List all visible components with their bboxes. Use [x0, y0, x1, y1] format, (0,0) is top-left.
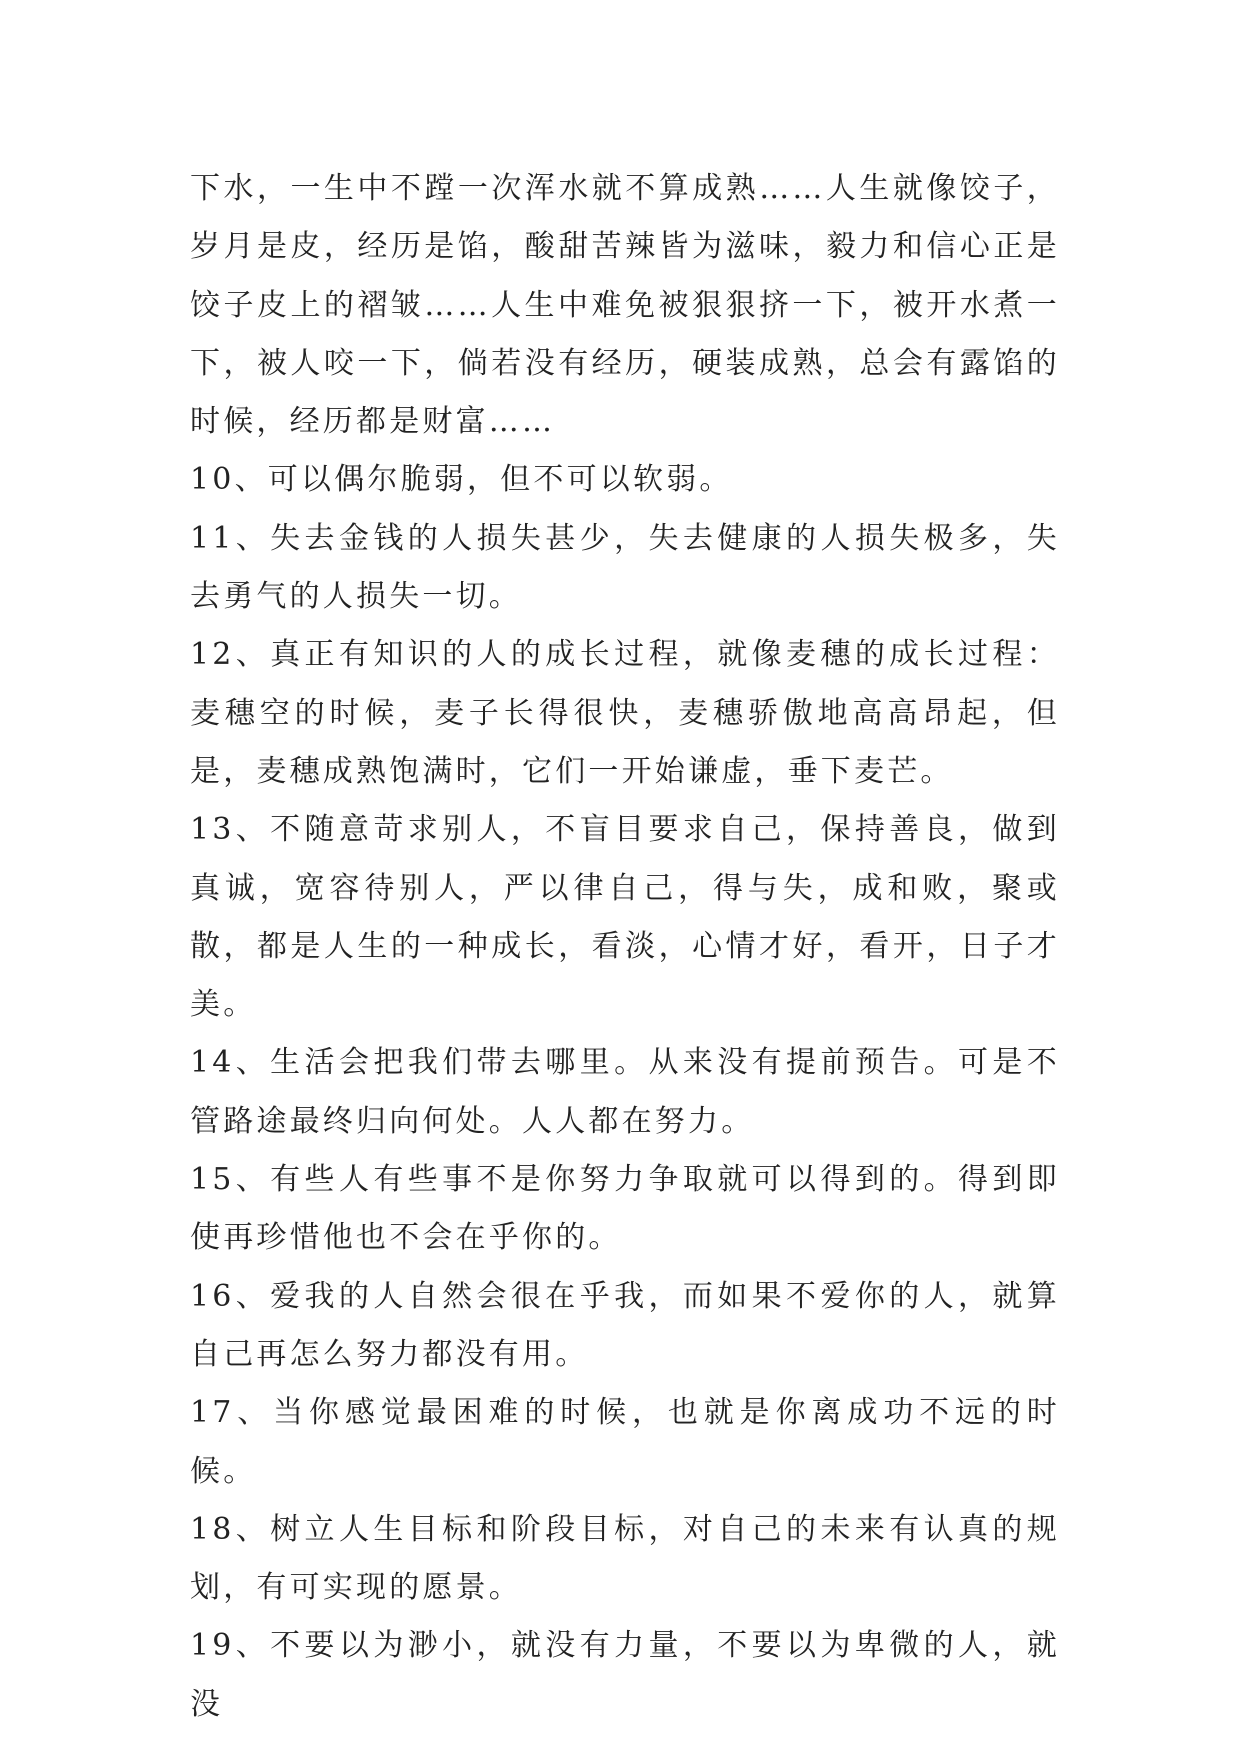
paragraph-item-12: 12、真正有知识的人的成长过程，就像麦穗的成长过程：麦穗空的时候，麦子长得很快，麦穗骄傲地高高昂起，但是，麦穗成熟饱满时，它们一开始谦虚，垂下麦芒。 [190, 637, 1060, 789]
paragraph-item-11: 11、失去金钱的人损失甚少，失去健康的人损失极多，失去勇气的人损失一切。 [190, 520, 1060, 615]
paragraph-item-19: 19、不要以为渺小，就没有力量，不要以为卑微的人，就没 [190, 1628, 1060, 1722]
paragraph-item-18: 18、树立人生目标和阶段目标，对自己的未来有认真的规划，有可实现的愿景。 [190, 1511, 1060, 1606]
paragraph-item-10: 10、可以偶尔脆弱，但不可以软弱。 [190, 462, 733, 498]
document-body [190, 160, 1060, 1734]
paragraph-item-14: 14、生活会把我们带去哪里。从来没有提前预告。可是不管路途最终归向何处。人人都在努力。 [190, 1045, 1060, 1139]
paragraph-item-15: 15、有些人有些事不是你努力争取就可以得到的。得到即使再珍惜他也不会在乎你的。 [190, 1162, 1060, 1256]
paragraph-item-13: 13、不随意苛求别人，不盲目要求自己，保持善良，做到真诚，宽容待别人，严以律自己，得与失，成和败，聚或散，都是人生的一种成长，看淡，心情才好，看开，日子才美。 [190, 812, 1060, 1023]
paragraph-item-16: 16、爱我的人自然会很在乎我，而如果不爱你的人，就算自己再怎么努力都没有用。 [190, 1278, 1060, 1372]
paragraph-continuation: 下水，一生中不蹚一次浑水就不算成熟……人生就像饺子，岁月是皮，经历是馅，酸甜苦辣皆为滋味，毅力和信心正是饺子皮上的褶皱……人生中难免被狠狠挤一下，被开水煮一下，被人咬一下，倘若没有经历，硬装成熟，总会有露馅的时候，经历都是财富…… [190, 171, 1060, 440]
paragraph-item-17: 17、当你感觉最困难的时候，也就是你离成功不远的时候。 [190, 1395, 1060, 1489]
